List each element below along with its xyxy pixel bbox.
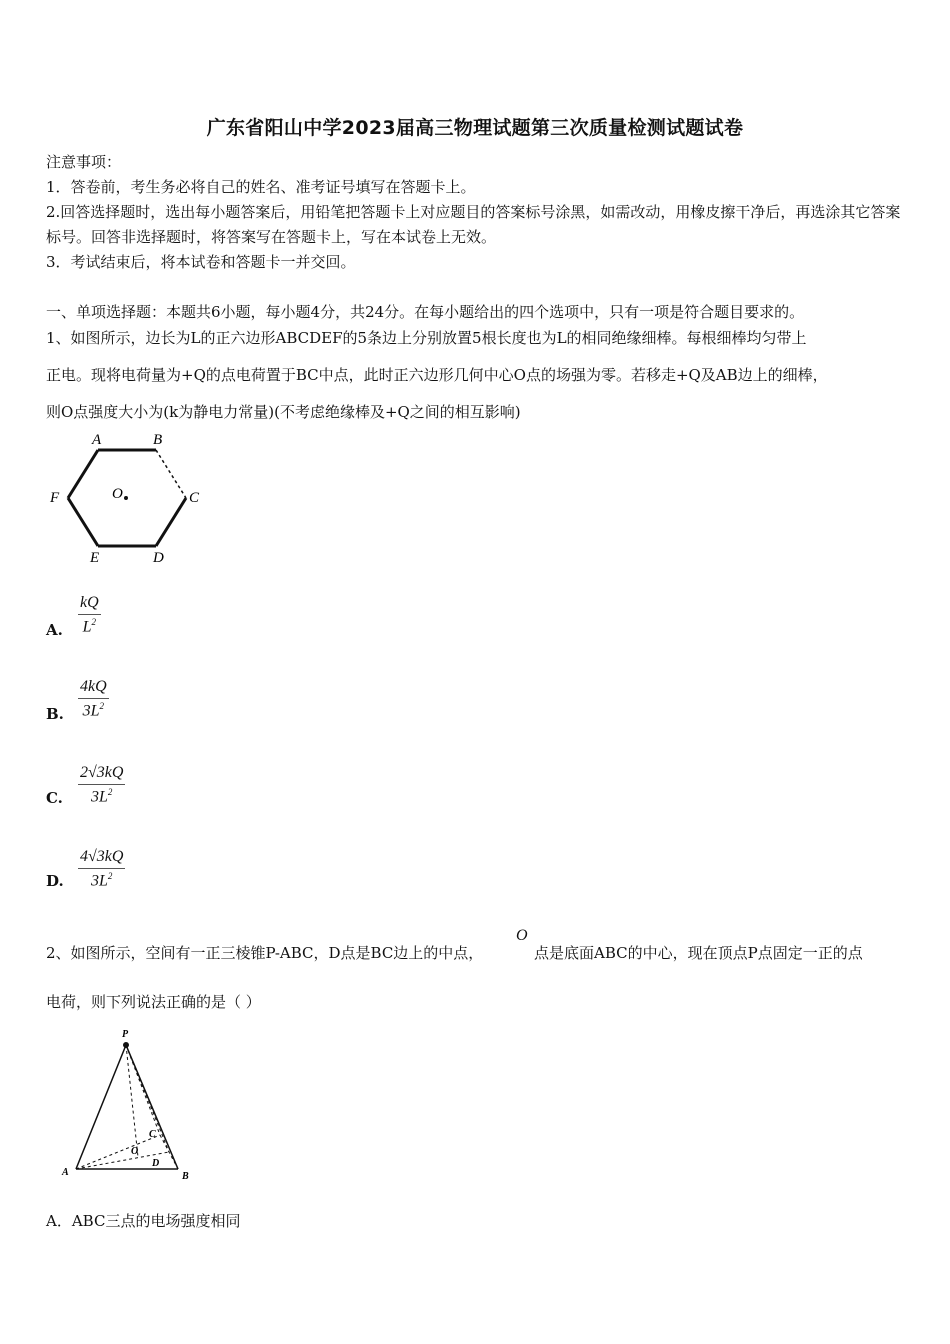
q2-line-1a: 2、如图所示，空间有一正三棱锥P-ABC，D点是BC边上的中点， xyxy=(46,944,484,962)
q1-option-d-formula[interactable] xyxy=(78,848,125,890)
label-o: O xyxy=(131,1146,139,1157)
label-d: D xyxy=(152,1158,160,1169)
q1-option-d-numerator: 4√3kQ xyxy=(80,848,124,865)
q1-line-2: 正电。现将电荷量为+Q的点电荷置于BC中点，此时正六边形几何中心O点的场强为零。若移走+Q及AB边上的细棒， xyxy=(46,366,828,384)
q2-option-a[interactable]: A．ABC三点的电场强度相同 xyxy=(46,1212,241,1230)
label-p: P xyxy=(122,1029,129,1040)
label-f: F xyxy=(50,490,60,506)
label-b: B xyxy=(182,1171,189,1182)
q1-option-a-denominator xyxy=(78,617,101,636)
q1-option-a-formula[interactable] xyxy=(78,594,101,636)
q2-line-2: 电荷，则下列说法正确的是（ ） xyxy=(46,993,261,1011)
q2-line-1b: 点是底面ABC的中心，现在顶点P点固定一正的点 xyxy=(534,944,863,962)
q1-option-c-denominator xyxy=(78,787,125,806)
fraction-bar xyxy=(78,868,125,869)
label-c: C xyxy=(149,1129,156,1140)
label-b: B xyxy=(153,432,163,448)
q1-option-b-den-base: 3L xyxy=(82,702,100,720)
hexagon-figure xyxy=(46,430,216,570)
q1-option-b-den-exp: 2 xyxy=(99,701,105,711)
notice-item-2: 2.回答选择题时，选出每小题答案后，用铅笔把答题卡上对应题目的答案标号涂黑，如需改动，用橡皮擦干净后，再选涂其它答案标号。回答非选择题时，将答案写在答题卡上，写在本试卷上无效。 xyxy=(46,203,901,246)
q1-option-b-letter[interactable]: B. xyxy=(46,705,64,723)
q1-option-a-numerator: kQ xyxy=(80,594,99,611)
notice-item-1: 1．答卷前，考生务必将自己的姓名、准考证号填写在答题卡上。 xyxy=(46,178,476,196)
notice-item-3: 3．考试结束后，将本试卷和答题卡一并交回。 xyxy=(46,253,356,271)
q1-line-1: 1、如图所示，边长为L的正六边形ABCDEF的5条边上分别放置5根长度也为L的相同绝缘细棒。每根细棒均匀带上 xyxy=(46,329,807,347)
edge-bc xyxy=(156,450,186,498)
center-dot xyxy=(124,496,128,500)
q1-option-d-den-base: 3L xyxy=(91,872,108,890)
q1-option-a-letter[interactable]: A. xyxy=(46,621,63,639)
q1-option-c-den-exp: 2 xyxy=(107,787,113,797)
q1-option-a-den-base: L xyxy=(82,618,92,636)
q1-option-c-formula[interactable] xyxy=(78,764,125,806)
label-e: E xyxy=(90,550,100,566)
height-po xyxy=(126,1045,138,1157)
edge-ac xyxy=(76,1135,160,1169)
edge-cd xyxy=(156,498,186,546)
label-c: C xyxy=(189,490,200,506)
q1-option-d-den-exp: 2 xyxy=(107,871,113,881)
edge-fa xyxy=(68,450,98,498)
pyramid-figure xyxy=(56,1025,206,1185)
fraction-bar xyxy=(78,698,109,699)
q2-o-symbol: O xyxy=(516,927,528,944)
q1-option-c-den-base: 3L xyxy=(91,788,108,806)
q1-option-b-numerator: 4kQ xyxy=(80,678,107,695)
fraction-bar xyxy=(78,784,125,785)
q1-option-c-letter[interactable]: C. xyxy=(46,789,63,807)
q1-option-b-formula[interactable] xyxy=(78,678,109,720)
label-a: A xyxy=(92,432,102,448)
edge-ef xyxy=(68,498,98,546)
q1-option-d-letter[interactable]: D. xyxy=(46,872,64,890)
label-d: D xyxy=(153,550,164,566)
label-a: A xyxy=(62,1167,69,1178)
notice-heading: 注意事项： xyxy=(46,153,122,171)
q1-option-b-denominator xyxy=(78,701,109,720)
q1-option-a-den-exp: 2 xyxy=(91,617,97,627)
page-title: 广东省阳山中学2023届高三物理试题第三次质量检测试题试卷 xyxy=(206,117,744,139)
q1-option-c-numerator: 2√3kQ xyxy=(80,764,124,781)
section-heading: 一、单项选择题：本题共6小题，每小题4分，共24分。在每小题给出的四个选项中，只有一项是符合题目要求的。 xyxy=(46,303,805,321)
q1-line-3: 则O点强度大小为(k为静电力常量)(不考虑绝缘棒及+Q之间的相互影响) xyxy=(46,403,521,421)
label-o: O xyxy=(112,486,123,502)
q1-option-d-denominator xyxy=(78,871,125,890)
edge-pa xyxy=(76,1045,126,1169)
fraction-bar xyxy=(78,614,101,615)
